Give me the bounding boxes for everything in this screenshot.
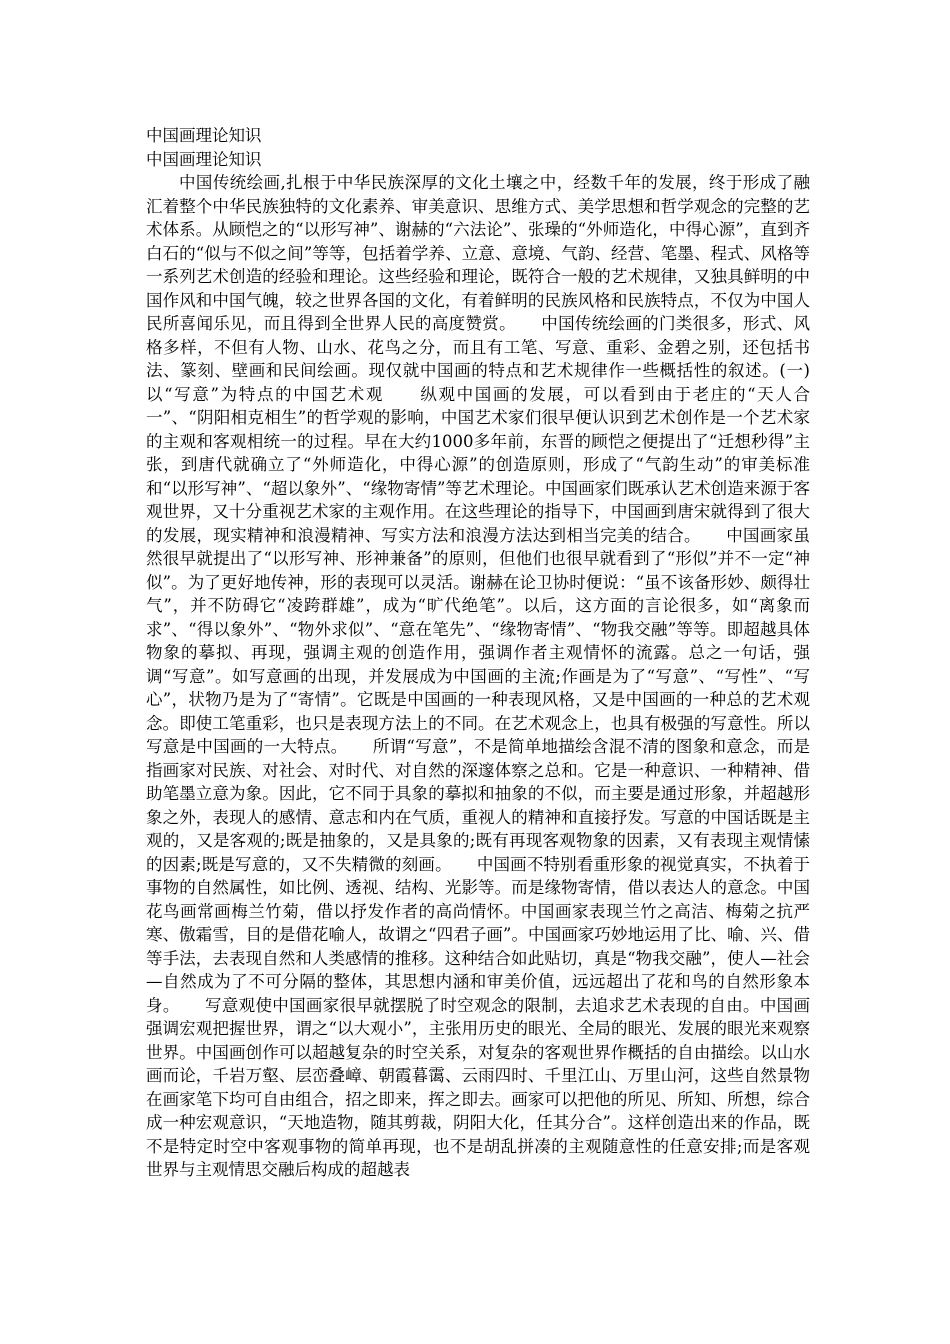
document-body-text: 中国传统绘画,扎根于中华民族深厚的文化土壤之中，经数千年的发展，终于形成了融汇着整个中华民族独特的文化素养、审美意识、思维方式、美学思想和哲学观念的完整的艺术体系。从顾恺之的“以形写神”、谢赫的“六法论”、张璪的“外师造化，中得心源”，直到齐白石的“似与不似之间”等等，包括着学养、立意、意境、气韵、经营、笔墨、程式、风格等一系列艺术创造的经验和理论。这些经验和理论，既符合一般的艺术规律，又独具鲜明的中国作风和中国气魄，较之世界各国的文化，有着鲜明的民族风格和民族特点，不仅为中国人民所喜闻乐见，而且得到全世界人民的高度赞赏。 中国传统绘画的门类很多，形式、风格多样，不但有人物、山水、花鸟之分，而且有工笔、写意、重彩、金碧之别，还包括书法、篆刻、壁画和民间绘画。现仅就中国画的特点和艺术规律作一些概括性的叙述。(一)以“写意”为特点的中国艺术观 纵观中国画的发展，可以看到由于老庄的“天人合一”、“阴阳相克相生”的哲学观的影响，中国艺术家们很早便认识到艺术创作是一个艺术家的主观和客观相统一的过程。早在大约1000多年前，东晋的顾恺之便提出了“迁想秒得”主张，到唐代就确立了“外师造化，中得心源”的创造原则，形成了“气韵生动”的审美标准和“以形写神”、“超以象外”、“缘物寄情”等艺术理论。中国画家们既承认艺术创造来源于客观世界，又十分重视艺术家的主观作用。在这些理论的指导下，中国画到唐宋就得到了很大的发展，现实精神和浪漫精神、写实方法和浪漫方法达到相当完美的结合。 中国画家虽然很早就提出了“以形写神、形神兼备”的原则，但他们也很早就看到了“形似”并不一定“神似”。为了更好地传神，形的表现可以灵活。谢赫在论卫协时便说：“虽不该备形妙、颇得壮气”，并不防碍它“凌跨群雄”，成为“旷代绝笔”。以后，这方面的言论很多，如“离象而求”、“得以象外”、“物外求似”、“意在笔先”、“缘物寄情”、“物我交融”等等。即超越具体物象的摹拟、再现，强调主观的创造作用，强调作者主观情怀的流露。总之一句话，强调“写意”。如写意画的出现，并发展成为中国画的主流;作画是为了“写意”、“写性”、“写心”，状物乃是为了“寄情”。它既是中国画的一种表现风格，又是中国画的一种总的艺术观念。即使工笔重彩，也只是表现方法上的不同。在艺术观念上，也具有极强的写意性。所以写意是中国画的一大特点。 所谓“写意”，不是简单地描绘含混不清的图象和意念，而是指画家对民族、对社会、对时代、对自然的深邃体察之总和。它是一种意识、一种精神、借助笔墨立意为象。因此，它不同于具象的摹拟和抽象的不似，而主要是通过形象，并超越形象之外，表现人的感情、意志和内在气质，重视人的精神和直接抒发。写意的中国话既是主观的，又是客观的;既是抽象的，又是具象的;既有再现客观物象的因素，又有表现主观情愫的因素;既是写意的，又不失精微的刻画。 中国画不特别看重形象的视觉真实，不执着于事物的自然属性，如比例、透视、结构、光影等。而是缘物寄情，借以表达人的意念。中国花鸟画常画梅兰竹菊，借以抒发作者的高尚情怀。中国画家表现兰竹之高洁、梅菊之抗严寒、傲霜雪，目的是借花喻人，故谓之“四君子画”。中国画家巧妙地运用了比、喻、兴、借等手法，去表现自然和人类感情的推移。这种结合如此贴切，真是“物我交融”，使人—社会—自然成为了不可分隔的整体，其思想内涵和审美价值，远远超出了花和鸟的自然形象本身。 写意观使中国画家很早就摆脱了时空观念的限制，去追求艺术表现的自由。中国画强调宏观把握世界，谓之“以大观小”，主张用历史的眼光、全局的眼光、发展的眼光来观察世界。中国画创作可以超越复杂的时空关系，对复杂的客观世界作概括的自由描绘。以山水画而论，千岩万壑、层峦叠嶂、朝霞暮霭、云雨四时、千里江山、万里山河，这些自然景物在画家笔下均可自由组合，招之即来，挥之即去。画家可以把他的所见、所知、所想，综合成一种宏观意识，“天地造物，随其剪裁，阴阳大化，任其分合”。这样创造出来的作品，既不是特定时空中客观事物的简单再现，也不是胡乱拼凑的主观随意性的任意安排;而是客观世界与主观情思交融后构成的超越表 xyxy=(146,173,810,1179)
document-subtitle: 中国画理论知识 xyxy=(146,149,262,169)
document-title: 中国画理论知识 xyxy=(146,126,262,145)
document-page xyxy=(146,124,810,1182)
